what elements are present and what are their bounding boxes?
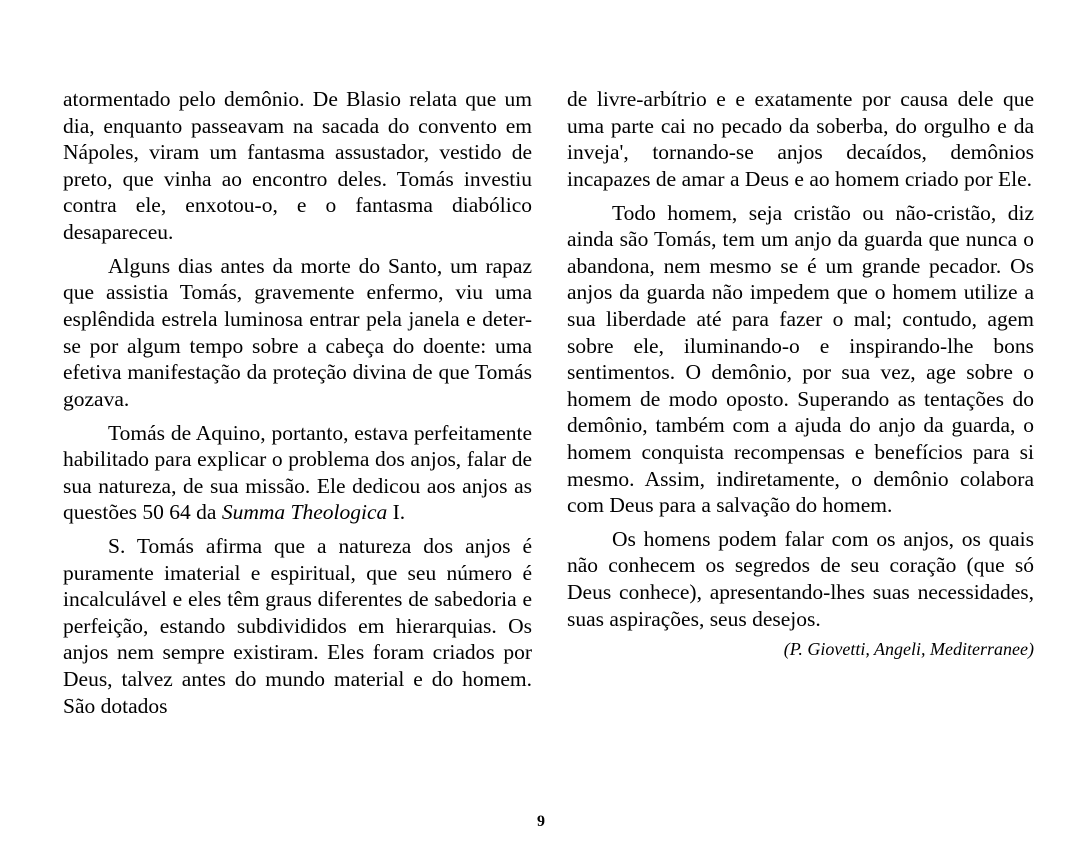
left-paragraph-4: S. Tomás afirma que a natureza dos anjos é puramente imaterial e espiritual, que seu número é incalculável e eles têm graus diferentes de sabedoria e perfeição, estando subdivididos em hierarquias. Os anjos nem sempre existiram. Eles foram criados por Deus, talvez antes do mundo material e do homem. São dotados: [63, 534, 532, 718]
right-paragraph-1: de livre-arbítrio e e exatamente por causa dele que uma parte cai no pecado da soberba, do orgulho e da inveja', tornando-se anjos decaídos, demônios incapazes de amar a Deus e ao homem criado por Ele.: [567, 87, 1034, 191]
page-number: 9: [537, 813, 545, 830]
summa-theologica-title: Summa Theologica: [221, 500, 388, 525]
left-paragraph-3-text: Tomás de Aquino, portanto, estava perfeitamente habilitado para explicar o problema dos anjos, falar de sua natureza, de sua missão. Ele dedicou aos anjos as questões 50 64 da: [63, 420, 532, 525]
right-paragraph-2: Todo homem, seja cristão ou não-cristão, diz ainda são Tomás, tem um anjo da guarda que nunca o abandona, nem mesmo se é um grande pecador. Os anjos da guarda não impedem que o homem utilize a sua liberdade até para fazer o mal; contudo, agem sobre ele, iluminando-o e inspirando-lhe bons sentimentos. O demônio, por sua vez, age sobre o homem de modo oposto. Superando as tentações do demônio, também com a ajuda do anjo da guarda, o homem conquista recompensas e benefícios para si mesmo. Assim, indiretamente, o demônio colabora com Deus para a salvação do homem.: [567, 200, 1034, 518]
citation: (P. Giovetti, Angeli, Mediterranee): [783, 639, 1034, 660]
left-paragraph-2: Alguns dias antes da morte do Santo, um rapaz que assistia Tomás, gravemente enfermo, viu uma esplêndida estrela luminosa entrar pela janela e deter-se por algum tempo sobre a cabeça do doente: uma efetiva manifestação da proteção divina de que Tomás gozava.: [63, 253, 532, 411]
left-paragraph-3-tail: I.: [387, 500, 406, 525]
right-paragraph-3: Os homens podem falar com os anjos, os quais não conhecem os segredos de seu coração (que só Deus conhece), apresentando-lhes suas necessidades, suas aspirações, seus desejos.: [567, 526, 1034, 631]
left-paragraph-1: atormentado pelo demônio. De Blasio relata que um dia, enquanto passeavam na sacada do convento em Nápoles, viram um fantasma assustador, vestido de preto, que vinha ao encontro deles. Tomás investiu contra ele, enxotou-o, e o fantasma diabólico desapareceu.: [63, 87, 532, 244]
left-column: [63, 86, 532, 726]
right-column: [567, 86, 1034, 661]
left-paragraph-3: [63, 420, 532, 526]
